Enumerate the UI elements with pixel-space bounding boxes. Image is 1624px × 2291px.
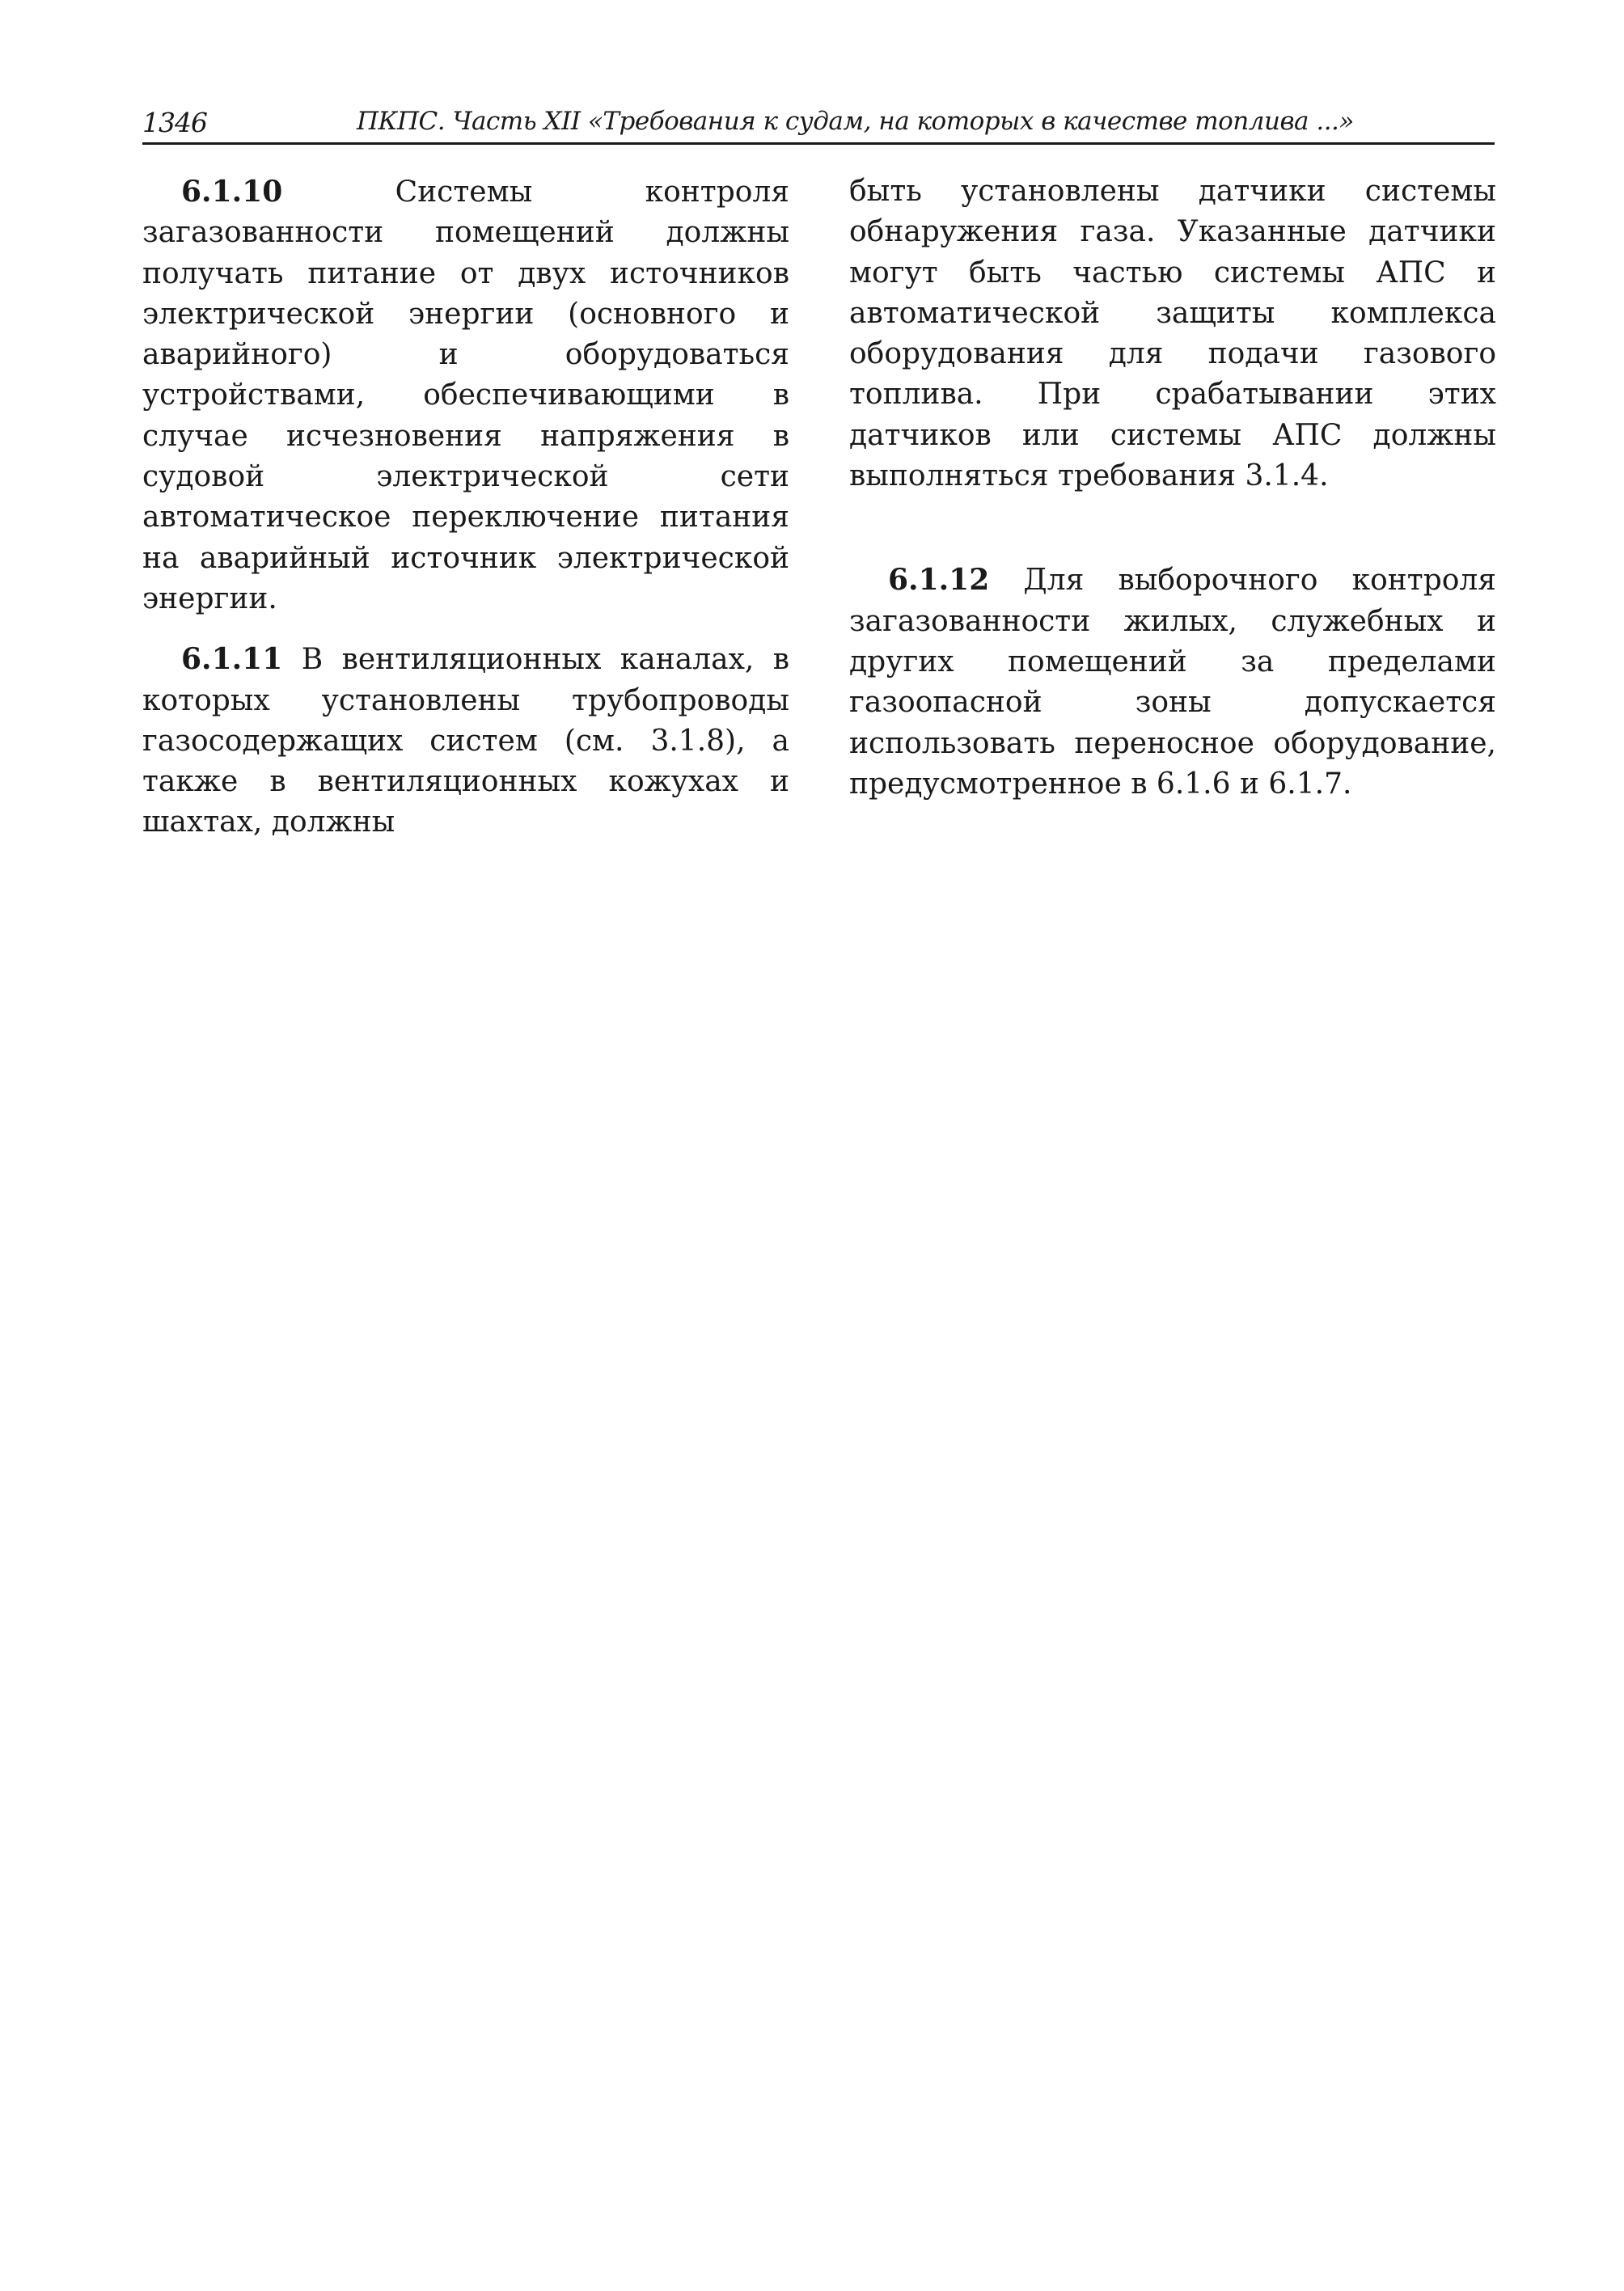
paragraph-6-1-11 xyxy=(142,639,789,843)
paragraph-text: Для выборочного контроля загазованности жилых, служебных и других помещений за пределами газоопасной зоны допускается использовать переносное оборудование, предусмотренное в 6.1.6 и 6.1.7. xyxy=(849,564,1496,801)
paragraph-6-1-10 xyxy=(142,171,789,619)
right-column xyxy=(849,171,1496,805)
paragraph-6-1-12 xyxy=(849,560,1496,805)
left-column xyxy=(142,171,789,843)
clause-number: 6.1.12 xyxy=(888,563,990,598)
paragraph-text: В вентиляционных каналах, в которых установлены трубопроводы газосодержащих систем (см. 3.1.8), а также в вентиляционных кожухах и шахтах, должны xyxy=(142,643,789,839)
clause-number: 6.1.11 xyxy=(181,642,283,677)
page-number: 1346 xyxy=(142,107,207,138)
paragraph-text: Системы контроля загазованности помещений должны получать питание от двух источников электрической энергии (основного и аварийного) и оборудоваться устройствами, обеспечивающими в случае исчезновения напряжения в судовой электрической сети автоматическое переключение питания на аварийный источник электрической энергии. xyxy=(142,175,789,615)
paragraph-6-1-11-continued: быть установлены датчики системы обнаружения газа. Указанные датчики могут быть частью системы АПС и автоматической защиты комплекса оборудования для подачи газового топлива. При срабатывании этих датчиков или системы АПС должны выполняться требования 3.1.4. xyxy=(849,175,1496,493)
page-header xyxy=(142,102,1495,145)
running-title: ПКПС. Часть XII «Требования к судам, на которых в качестве топлива ...» xyxy=(357,107,1354,136)
clause-number: 6.1.10 xyxy=(181,175,283,209)
